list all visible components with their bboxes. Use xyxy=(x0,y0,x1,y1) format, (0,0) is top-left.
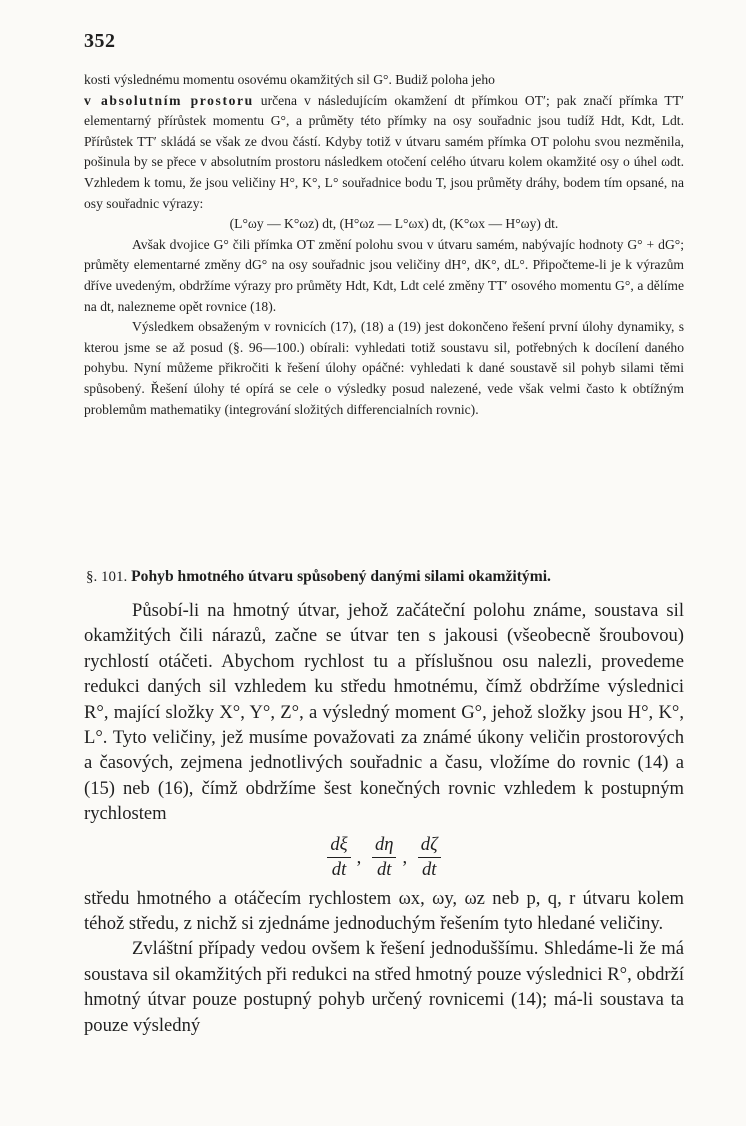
fraction-numerator: dζ xyxy=(418,833,441,858)
fraction-denominator: dt xyxy=(421,858,437,880)
paragraph-3: Výsledkem obsaženým v rovnicích (17), (18) a (19) jest dokončeno řešení první úlohy dynamiky, s kterou jsme se až posud (§. 96—100.) obírali: vyhledati totiž soustavu sil, potřebných k docílení daného pohybu. Nyní můžeme přikročiti k řešení úlohy opáčné: vyhledati k dané soustavě sil pohyb silami těmi spůsobený. Řešení úlohy té opírá se cele o výsledky posud nalezené, vede však velmi často k obtížným problemům mathematiky (integrování složitých differencialních rovnic). xyxy=(84,319,684,417)
main-text-block xyxy=(84,598,684,1038)
page-number: 352 xyxy=(84,30,116,52)
main-paragraph-1: Působí-li na hmotný útvar, jehož začáteční polohu známe, soustava sil okamžitých čili nárazů, začne se útvar ten s jakousi (všeobecně šroubovou) rychlostí otáčeti. Abychom rychlost tu a příslušnou osu nalezli, provedeme redukci daných sil vzhledem ku středu hmotnému, čímž obdržíme výslednici R°, mající složky X°, Y°, Z°, a výsledný moment G°, jehož složky jsou H°, K°, L°. Tyto veličiny, jež musíme považovati za známé úkony veličin prostorových a časových, zejmena jednotlivých souřadnic a času, vložíme do rovnic (14) a (15) neb (16), čímž obdržíme šest konečných rovnic vzhledem k postupným rychlostem xyxy=(84,600,684,825)
fraction-numerator: dη xyxy=(372,833,397,858)
section-title: Pohyb hmotného útvaru spůsobený danými silami okamžitými. xyxy=(131,568,551,585)
paragraph-1 xyxy=(84,70,684,214)
fraction-dzeta-dt xyxy=(418,833,441,882)
paragraph-2: Avšak dvojice G° čili přímka OT změní polohu svou v útvaru samém, nabývajíc hodnoty G° + dG°; průměty elementarné změny dG° na osy souřadnic jsou veličiny dH°, dK°, dL°. Připočteme-li je k výrazům dříve uvedeným, obdržíme výrazy pro průměty Hdt, Kdt, Ldt celé změny TT′ osového momentu G°, a dělíme na dt, nalezneme opět rovnice (18). xyxy=(84,236,684,314)
fraction-dxi-dt xyxy=(327,833,350,882)
fraction-denominator: dt xyxy=(376,858,392,880)
fraction-numerator: dξ xyxy=(327,833,350,858)
section-heading xyxy=(86,566,686,588)
main-paragraph-3: Zvláštní případy vedou ovšem k řešení jednoduššímu. Shledáme-li že má soustava sil okamžitých při redukci na střed hmotný pouze výslednici R°, obdrží hmotný útvar pouze postupný pohyb určený rovnicemi (14); má-li soustava ta pouze výsledný xyxy=(84,938,684,1036)
small-print-block xyxy=(84,70,684,420)
fraction-separator: , xyxy=(402,846,408,868)
paragraph-1-rest: určena v následujícím okamžení dt přímkou OT′; pak značí přímka TT′ elementarný přírůstek momentu G°, a průměty této přímky na osy souřadnic jsou tudíž Hdt, Kdt, Ldt. Přírůstek TT′ skládá se však ze dvou částí. Kdyby totiž v útvaru samém přímka OT polohu svou nezměnila, pošinula by se přece v absolutním prostoru následkem otočení celého útvaru kolem okamžité osy o úhel ωdt. Vzhledem k tomu, že jsou veličiny H°, K°, L° souřadnice bodu T, jsou průměty dráhy, bodem tím opsané, na osy souřadnic výrazy: xyxy=(84,92,684,211)
fraction-row xyxy=(84,833,684,882)
fraction-separator: , xyxy=(356,846,362,868)
fraction-deta-dt xyxy=(372,833,397,882)
fraction-denominator: dt xyxy=(331,858,347,880)
main-paragraph-2: středu hmotného a otáčecím rychlostem ωx, ωy, ωz neb p, q, r útvaru kolem téhož středu, z nichž si zjednáme jednoduchým řešením tyto hledané veličiny. xyxy=(84,887,684,935)
section-number: §. 101. xyxy=(86,569,128,585)
formula-line: (L°ωy — K°ωz) dt, (H°ωz — L°ωx) dt, (K°ωx — H°ωy) dt. xyxy=(229,216,559,232)
spaced-phrase: v absolutním prostoru xyxy=(84,92,254,108)
paragraph-1-start: kosti výslednému momentu osovému okamžitých sil G°. Budiž poloha jeho xyxy=(84,72,495,87)
